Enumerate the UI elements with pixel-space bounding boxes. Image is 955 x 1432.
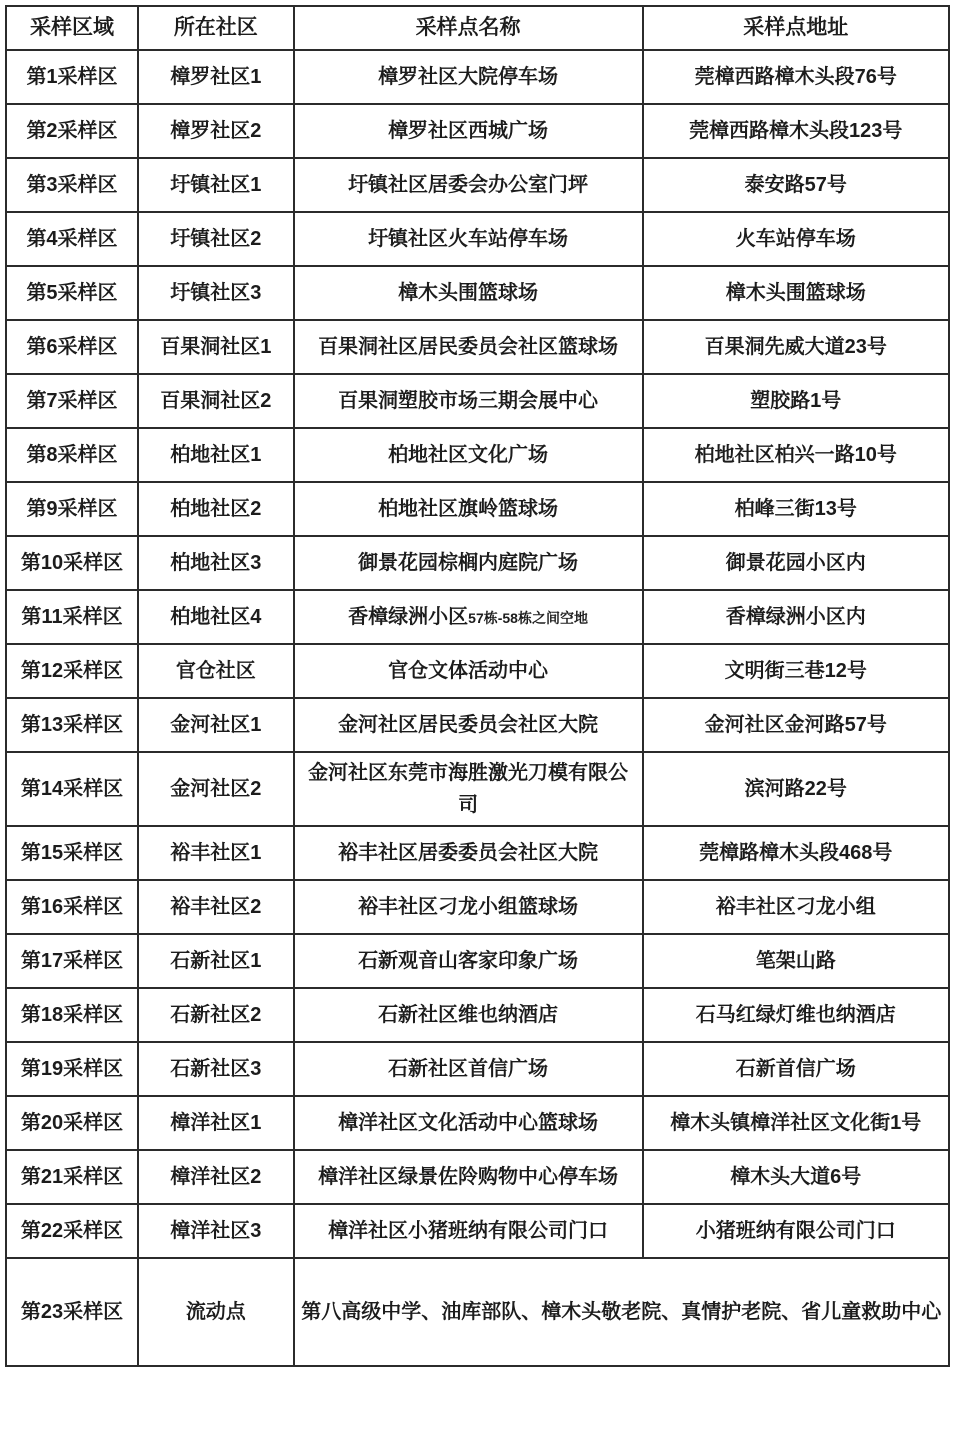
area-cell: 第18采样区 bbox=[6, 988, 138, 1042]
site-name-text: 御景花园棕榈内庭院广场 bbox=[358, 551, 579, 574]
site-name-cell bbox=[294, 428, 643, 482]
area-cell: 第6采样区 bbox=[6, 320, 138, 374]
site-name-cell bbox=[294, 536, 643, 590]
site-name-text: 香樟绿洲小区 bbox=[348, 605, 469, 628]
site-name-cell bbox=[294, 698, 643, 752]
site-name-text: 石新社区首信广场 bbox=[388, 1057, 549, 1080]
table-row bbox=[6, 698, 949, 752]
site-name-text: 樟洋社区小猪班纳有限公司门口 bbox=[328, 1219, 609, 1242]
community-cell: 石新社区1 bbox=[138, 934, 294, 988]
site-address-cell: 火车站停车场 bbox=[643, 212, 949, 266]
table-header bbox=[6, 6, 949, 50]
site-address-cell: 莞樟西路樟木头段76号 bbox=[643, 50, 949, 104]
site-name-text: 樟罗社区大院停车场 bbox=[378, 65, 559, 88]
community-cell: 柏地社区2 bbox=[138, 482, 294, 536]
community-cell: 百果洞社区1 bbox=[138, 320, 294, 374]
site-name-text: 第八高级中学、油库部队、樟木头敬老院、真情护老院、省儿童救助中心 bbox=[301, 1300, 942, 1323]
header-site-name: 采样点名称 bbox=[294, 6, 643, 50]
site-address-cell: 樟木头大道6号 bbox=[643, 1150, 949, 1204]
site-name-cell bbox=[294, 266, 643, 320]
site-name-cell bbox=[294, 50, 643, 104]
site-name-cell bbox=[294, 1042, 643, 1096]
table-row bbox=[6, 104, 949, 158]
area-cell: 第19采样区 bbox=[6, 1042, 138, 1096]
table-row bbox=[6, 374, 949, 428]
site-address-cell: 滨河路22号 bbox=[643, 752, 949, 826]
table-row bbox=[6, 1204, 949, 1258]
site-address-cell: 御景花园小区内 bbox=[643, 536, 949, 590]
community-cell: 裕丰社区2 bbox=[138, 880, 294, 934]
community-cell: 樟罗社区2 bbox=[138, 104, 294, 158]
site-name-text: 裕丰社区居委委员会社区大院 bbox=[338, 841, 599, 864]
community-cell: 柏地社区3 bbox=[138, 536, 294, 590]
area-cell: 第8采样区 bbox=[6, 428, 138, 482]
table-row bbox=[6, 590, 949, 644]
site-address-cell: 笔架山路 bbox=[643, 934, 949, 988]
table-body bbox=[6, 50, 949, 1366]
header-community: 所在社区 bbox=[138, 6, 294, 50]
area-cell: 第9采样区 bbox=[6, 482, 138, 536]
site-address-cell: 泰安路57号 bbox=[643, 158, 949, 212]
site-address-cell: 香樟绿洲小区内 bbox=[643, 590, 949, 644]
area-cell: 第4采样区 bbox=[6, 212, 138, 266]
site-name-cell bbox=[294, 158, 643, 212]
community-cell: 金河社区1 bbox=[138, 698, 294, 752]
site-name-cell bbox=[294, 880, 643, 934]
area-cell: 第1采样区 bbox=[6, 50, 138, 104]
site-name-text: 圩镇社区火车站停车场 bbox=[368, 227, 569, 250]
table-row bbox=[6, 482, 949, 536]
table-row bbox=[6, 880, 949, 934]
community-cell: 石新社区3 bbox=[138, 1042, 294, 1096]
community-cell: 圩镇社区3 bbox=[138, 266, 294, 320]
table-row bbox=[6, 826, 949, 880]
table-row bbox=[6, 1042, 949, 1096]
site-name-text: 石新观音山客家印象广场 bbox=[358, 949, 579, 972]
area-cell: 第17采样区 bbox=[6, 934, 138, 988]
site-name-cell bbox=[294, 988, 643, 1042]
site-name-cell bbox=[294, 752, 643, 826]
site-name-small-text: 57栋-58栋之间空地 bbox=[468, 609, 588, 626]
community-cell: 圩镇社区1 bbox=[138, 158, 294, 212]
area-cell: 第14采样区 bbox=[6, 752, 138, 826]
site-name-text: 金河社区东莞市海胜激光刀模有限公司 bbox=[308, 761, 629, 816]
site-address-cell: 柏地社区柏兴一路10号 bbox=[643, 428, 949, 482]
site-address-cell: 樟木头镇樟洋社区文化街1号 bbox=[643, 1096, 949, 1150]
table-row bbox=[6, 1150, 949, 1204]
site-address-cell: 塑胶路1号 bbox=[643, 374, 949, 428]
table-row bbox=[6, 320, 949, 374]
site-name-cell bbox=[294, 1096, 643, 1150]
site-name-cell bbox=[294, 826, 643, 880]
site-name-cell bbox=[294, 590, 643, 644]
site-name-text: 圩镇社区居委会办公室门坪 bbox=[348, 173, 589, 196]
table-row bbox=[6, 158, 949, 212]
area-cell: 第23采样区 bbox=[6, 1258, 138, 1366]
site-address-cell: 樟木头围篮球场 bbox=[643, 266, 949, 320]
area-cell: 第3采样区 bbox=[6, 158, 138, 212]
community-cell: 流动点 bbox=[138, 1258, 294, 1366]
site-name-text: 樟罗社区西城广场 bbox=[388, 119, 549, 142]
site-address-cell: 小猪班纳有限公司门口 bbox=[643, 1204, 949, 1258]
table-row bbox=[6, 50, 949, 104]
area-cell: 第2采样区 bbox=[6, 104, 138, 158]
community-cell: 柏地社区4 bbox=[138, 590, 294, 644]
area-cell: 第5采样区 bbox=[6, 266, 138, 320]
community-cell: 圩镇社区2 bbox=[138, 212, 294, 266]
community-cell: 樟罗社区1 bbox=[138, 50, 294, 104]
site-address-cell: 柏峰三街13号 bbox=[643, 482, 949, 536]
header-row bbox=[6, 6, 949, 50]
site-name-cell bbox=[294, 104, 643, 158]
site-address-cell: 石马红绿灯维也纳酒店 bbox=[643, 988, 949, 1042]
site-name-cell bbox=[294, 320, 643, 374]
community-cell: 百果洞社区2 bbox=[138, 374, 294, 428]
site-name-cell bbox=[294, 482, 643, 536]
site-name-text: 百果洞社区居民委员会社区篮球场 bbox=[318, 335, 619, 358]
site-name-cell bbox=[294, 644, 643, 698]
table-row bbox=[6, 266, 949, 320]
site-name-text: 裕丰社区刁龙小组篮球场 bbox=[358, 895, 579, 918]
site-name-text: 樟木头围篮球场 bbox=[398, 281, 539, 304]
table-row bbox=[6, 644, 949, 698]
site-name-text: 石新社区维也纳酒店 bbox=[378, 1003, 559, 1026]
site-name-text: 金河社区居民委员会社区大院 bbox=[338, 713, 599, 736]
table-row bbox=[6, 752, 949, 826]
area-cell: 第10采样区 bbox=[6, 536, 138, 590]
site-address-cell: 石新首信广场 bbox=[643, 1042, 949, 1096]
site-name-text: 樟洋社区文化活动中心篮球场 bbox=[338, 1111, 599, 1134]
site-name-text: 柏地社区旗岭篮球场 bbox=[378, 497, 559, 520]
site-name-cell bbox=[294, 374, 643, 428]
site-address-cell: 百果洞先威大道23号 bbox=[643, 320, 949, 374]
area-cell: 第7采样区 bbox=[6, 374, 138, 428]
area-cell: 第22采样区 bbox=[6, 1204, 138, 1258]
area-cell: 第20采样区 bbox=[6, 1096, 138, 1150]
site-address-cell: 金河社区金河路57号 bbox=[643, 698, 949, 752]
site-name-cell bbox=[294, 934, 643, 988]
site-address-cell: 莞樟路樟木头段468号 bbox=[643, 826, 949, 880]
community-cell: 樟洋社区3 bbox=[138, 1204, 294, 1258]
area-cell: 第11采样区 bbox=[6, 590, 138, 644]
site-name-text: 官仓文体活动中心 bbox=[388, 659, 549, 682]
community-cell: 樟洋社区2 bbox=[138, 1150, 294, 1204]
table-row bbox=[6, 212, 949, 266]
site-address-cell: 莞樟西路樟木头段123号 bbox=[643, 104, 949, 158]
site-address-cell: 文明街三巷12号 bbox=[643, 644, 949, 698]
site-name-cell bbox=[294, 212, 643, 266]
community-cell: 柏地社区1 bbox=[138, 428, 294, 482]
area-cell: 第12采样区 bbox=[6, 644, 138, 698]
table-row bbox=[6, 934, 949, 988]
table-row bbox=[6, 988, 949, 1042]
site-address-cell: 裕丰社区刁龙小组 bbox=[643, 880, 949, 934]
area-cell: 第21采样区 bbox=[6, 1150, 138, 1204]
community-cell: 石新社区2 bbox=[138, 988, 294, 1042]
header-site-address: 采样点地址 bbox=[643, 6, 949, 50]
site-name-text: 柏地社区文化广场 bbox=[388, 443, 549, 466]
community-cell: 樟洋社区1 bbox=[138, 1096, 294, 1150]
area-cell: 第16采样区 bbox=[6, 880, 138, 934]
community-cell: 裕丰社区1 bbox=[138, 826, 294, 880]
site-name-cell bbox=[294, 1204, 643, 1258]
table-row bbox=[6, 1096, 949, 1150]
header-area: 采样区域 bbox=[6, 6, 138, 50]
area-cell: 第15采样区 bbox=[6, 826, 138, 880]
site-name-text: 樟洋社区绿景佐阾购物中心停车场 bbox=[318, 1165, 619, 1188]
area-cell: 第13采样区 bbox=[6, 698, 138, 752]
site-name-cell bbox=[294, 1150, 643, 1204]
table-row bbox=[6, 536, 949, 590]
community-cell: 金河社区2 bbox=[138, 752, 294, 826]
sampling-table bbox=[5, 5, 950, 1367]
site-name-text: 百果洞塑胶市场三期会展中心 bbox=[338, 389, 599, 412]
community-cell: 官仓社区 bbox=[138, 644, 294, 698]
table-row bbox=[6, 428, 949, 482]
